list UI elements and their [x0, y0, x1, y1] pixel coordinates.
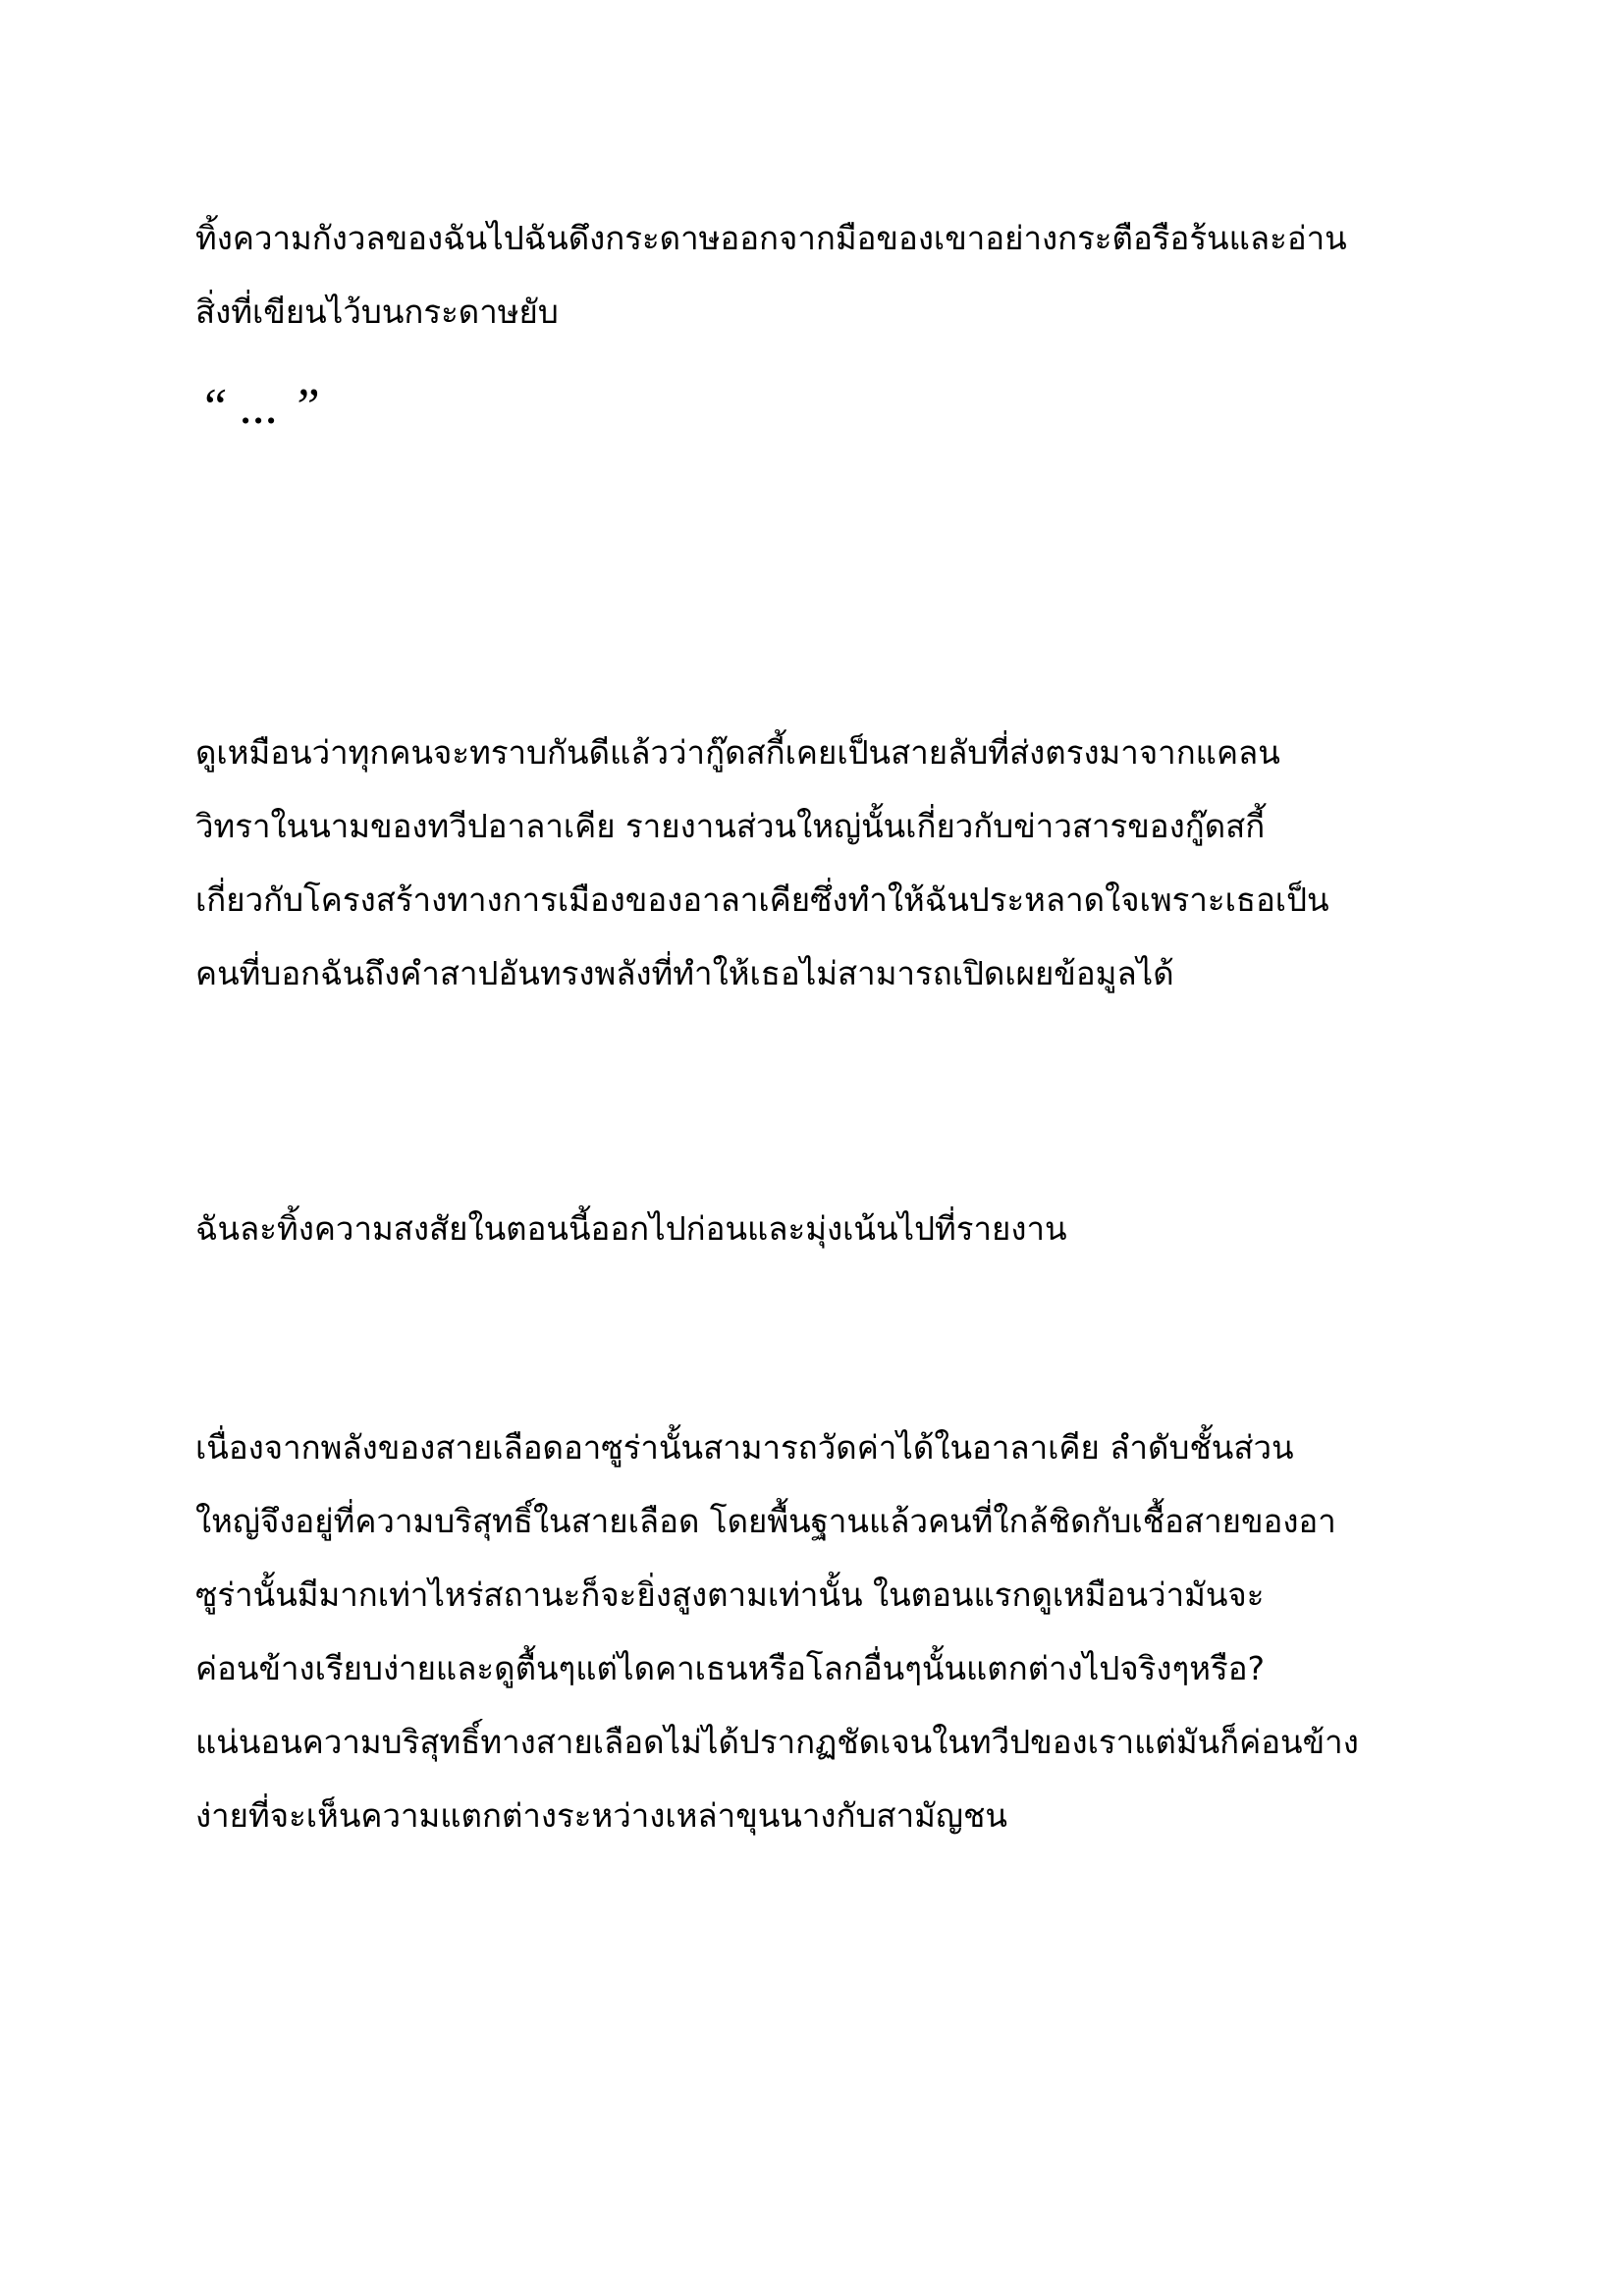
paragraph-5-line-4: ค่อนข้างเรียบง่ายและดูตื้นๆแต่ไดคาเธนหรือโลกอื่นๆนั้นแตกต่างไปจริงๆหรือ? [195, 1649, 1266, 1687]
paragraph-3 [195, 716, 1433, 1010]
paragraph-5-line-1: เนื่องจากพลังของสายเลือดอาซูร่านั้นสามารถวัดค่าได้ในอาลาเคีย ลำดับชั้นส่วน [195, 1428, 1294, 1467]
paragraph-5-line-2: ใหญ่จึงอยู่ที่ความบริสุทธิ์ในสายเลือด โดยพื้นฐานแล้วคนที่ใกล้ชิดกับเชื้อสายของอา [195, 1502, 1336, 1540]
paragraph-4 [195, 1192, 1433, 1265]
paragraph-5-line-6: ง่ายที่จะเห็นความแตกต่างระหว่างเหล่าขุนนางกับสามัญชน [195, 1796, 1007, 1835]
paragraph-1-line-1: ทิ้งความกังวลของฉันไปฉันดึงกระดาษออกจากมือของเขาอย่างกระตือรือร้นและอ่าน [195, 219, 1347, 257]
paragraph-1-line-2: สิ่งที่เขียนไว้บนกระดาษยับ [195, 293, 559, 331]
paragraph-1 [195, 201, 1433, 348]
paragraph-5 [195, 1411, 1433, 1852]
paragraph-4-line-1: ฉันละทิ้งความสงสัยในตอนนี้ออกไปก่อนและมุ่งเน้นไปที่รายงาน [195, 1209, 1067, 1248]
paragraph-3-line-3: เกี่ยวกับโครงสร้างทางการเมืองของอาลาเคียซึ่งทำให้ฉันประหลาดใจเพราะเธอเป็น [195, 881, 1329, 919]
paragraph-5-line-5: แน่นอนความบริสุทธิ์ทางสายเลือดไม่ได้ปรากฏชัดเจนในทวีปของเราแต่มันก็ค่อนข้าง [195, 1723, 1359, 1761]
paragraph-3-line-1: ดูเหมือนว่าทุกคนจะทราบกันดีแล้วว่ากู๊ดสกี้เคยเป็นสายลับที่ส่งตรงมาจากแคลน [195, 733, 1280, 772]
paragraph-3-line-2: วิทราในนามของทวีปอาลาเคีย รายงานส่วนใหญ่นั้นเกี่ยวกับข่าวสารของกู๊ดสกี้ [195, 807, 1266, 845]
paragraph-5-line-3: ซูร่านั้นมีมากเท่าไหร่สถานะก็จะยิ่งสูงตามเท่านั้น ในตอนแรกดูเหมือนว่ามันจะ [195, 1575, 1265, 1614]
paragraph-3-line-4: คนที่บอกฉันถึงคำสาปอันทรงพลังที่ทำให้เธอไม่สามารถเปิดเผยข้อมูลได้ [195, 954, 1174, 992]
ellipsis-quote: “ ... ” [199, 379, 320, 435]
